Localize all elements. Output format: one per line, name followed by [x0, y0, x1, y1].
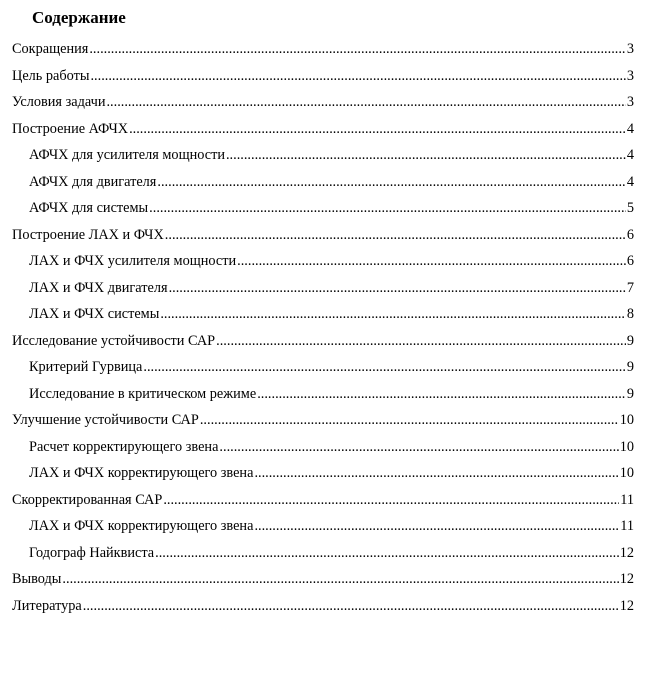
toc-subentry-afchh-system[interactable] — [29, 198, 634, 218]
toc-page-number: 9 — [626, 385, 634, 402]
toc-subentry-nyquist[interactable] — [29, 543, 634, 563]
toc-page-number: 5 — [626, 200, 634, 216]
toc-dot-leader — [143, 357, 625, 377]
toc-dot-leader — [200, 410, 619, 430]
toc-subentry-corrective-link-lah[interactable] — [29, 463, 634, 483]
toc-page-number: 6 — [626, 226, 634, 243]
toc-dot-leader — [226, 145, 626, 165]
toc-dot-leader — [83, 596, 619, 616]
toc-dot-leader — [90, 66, 625, 86]
toc-page-number: 10 — [619, 438, 634, 455]
toc-page-number: 12 — [619, 571, 634, 587]
toc-entry-conclusions[interactable] — [12, 569, 634, 589]
toc-entry-label: ЛАХ и ФЧХ корректирующего звена — [29, 518, 254, 534]
toc-subentry-corrective-link-calc[interactable] — [29, 437, 634, 457]
toc-entry-label: Выводы — [12, 571, 62, 587]
toc-page-number: 12 — [619, 544, 634, 561]
toc-dot-leader — [169, 278, 626, 298]
toc-page-number: 6 — [626, 253, 634, 269]
toc-dot-leader — [257, 384, 626, 404]
toc-dot-leader — [106, 92, 625, 112]
toc-entry-afchh[interactable] — [12, 119, 634, 139]
toc-page-number: 10 — [619, 465, 634, 481]
toc-entry-corrected-sar[interactable] — [12, 490, 634, 510]
toc-entry-label: Литература — [12, 597, 82, 614]
toc-dot-leader — [219, 437, 618, 457]
toc-dot-leader — [155, 543, 619, 563]
toc-entry-label: АФЧХ для усилителя мощности — [29, 147, 225, 163]
toc-subentry-afchh-amplifier[interactable] — [29, 145, 634, 165]
toc-entry-label: Улучшение устойчивости САР — [12, 412, 199, 428]
toc-entry-label: Цель работы — [12, 67, 90, 84]
toc-title: Содержание — [32, 8, 126, 27]
toc-dot-leader — [237, 251, 626, 271]
toc-entry-label: Скорректированная САР — [12, 491, 163, 508]
toc-entry-label: Условия задачи — [12, 94, 106, 110]
toc-dot-leader — [157, 172, 625, 192]
toc-subentry-lah-motor[interactable] — [29, 278, 634, 298]
toc-page-number: 9 — [626, 359, 634, 375]
toc-page-number: 4 — [626, 173, 634, 190]
toc-page-number: 3 — [626, 67, 634, 84]
toc-page-number: 4 — [626, 120, 634, 137]
toc-entry-label: ЛАХ и ФЧХ усилителя мощности — [29, 253, 237, 269]
toc-entry-goal[interactable] — [12, 66, 634, 86]
toc-subentry-afchh-motor[interactable] — [29, 172, 634, 192]
toc-entry-label: ЛАХ и ФЧХ системы — [29, 306, 160, 322]
toc-page-number: 4 — [626, 147, 634, 163]
toc-entry-task-conditions[interactable] — [12, 92, 634, 112]
toc-page-number: 3 — [626, 41, 634, 57]
toc-entry-label: АФЧХ для системы — [29, 200, 149, 216]
toc-entry-stability-study[interactable] — [12, 331, 634, 351]
toc-entry-label: Расчет корректирующего звена — [29, 438, 219, 455]
toc-entry-label: Построение АФЧХ — [12, 120, 129, 137]
toc-dot-leader — [129, 119, 626, 139]
toc-page-number: 8 — [626, 306, 634, 322]
toc-entry-label: ЛАХ и ФЧХ корректирующего звена — [29, 465, 254, 481]
toc-entry-literature[interactable] — [12, 596, 634, 616]
toc-entry-label: Построение ЛАХ и ФЧХ — [12, 226, 164, 243]
toc-entry-label: ЛАХ и ФЧХ двигателя — [29, 279, 168, 296]
toc-page-number: 9 — [626, 332, 634, 349]
toc-dot-leader — [254, 516, 619, 536]
toc-dot-leader — [89, 39, 625, 59]
toc-dot-leader — [165, 225, 626, 245]
toc-subentry-corrected-lah[interactable] — [29, 516, 634, 536]
toc-entry-label: Годограф Найквиста — [29, 544, 155, 561]
toc-entry-label: Критерий Гурвица — [29, 359, 143, 375]
toc-page-number: 12 — [619, 597, 634, 614]
toc-dot-leader — [163, 490, 619, 510]
toc-dot-leader — [160, 304, 626, 324]
toc-page-number: 10 — [619, 412, 634, 428]
toc-entry-lah-fchh[interactable] — [12, 225, 634, 245]
toc-dot-leader — [62, 569, 618, 589]
toc-page-number: 3 — [626, 94, 634, 110]
toc-entry-label: Исследование устойчивости САР — [12, 332, 216, 349]
toc-entry-stability-improvement[interactable] — [12, 410, 634, 430]
toc-entry-label: АФЧХ для двигателя — [29, 173, 157, 190]
toc-subentry-lah-system[interactable] — [29, 304, 634, 324]
toc-page-number: 11 — [620, 518, 634, 534]
toc-subentry-lah-amplifier[interactable] — [29, 251, 634, 271]
toc-dot-leader — [254, 463, 618, 483]
toc-entry-label: Исследование в критическом режиме — [29, 385, 257, 402]
toc-entry-abbreviations[interactable] — [12, 39, 634, 59]
toc-subentry-hurwitz-criterion[interactable] — [29, 357, 634, 377]
toc-page-number: 11 — [620, 491, 634, 508]
toc-subentry-critical-mode[interactable] — [29, 384, 634, 404]
toc-dot-leader — [149, 198, 626, 218]
toc-entry-label: Сокращения — [12, 41, 89, 57]
toc-dot-leader — [216, 331, 626, 351]
toc-page-number: 7 — [626, 279, 634, 296]
